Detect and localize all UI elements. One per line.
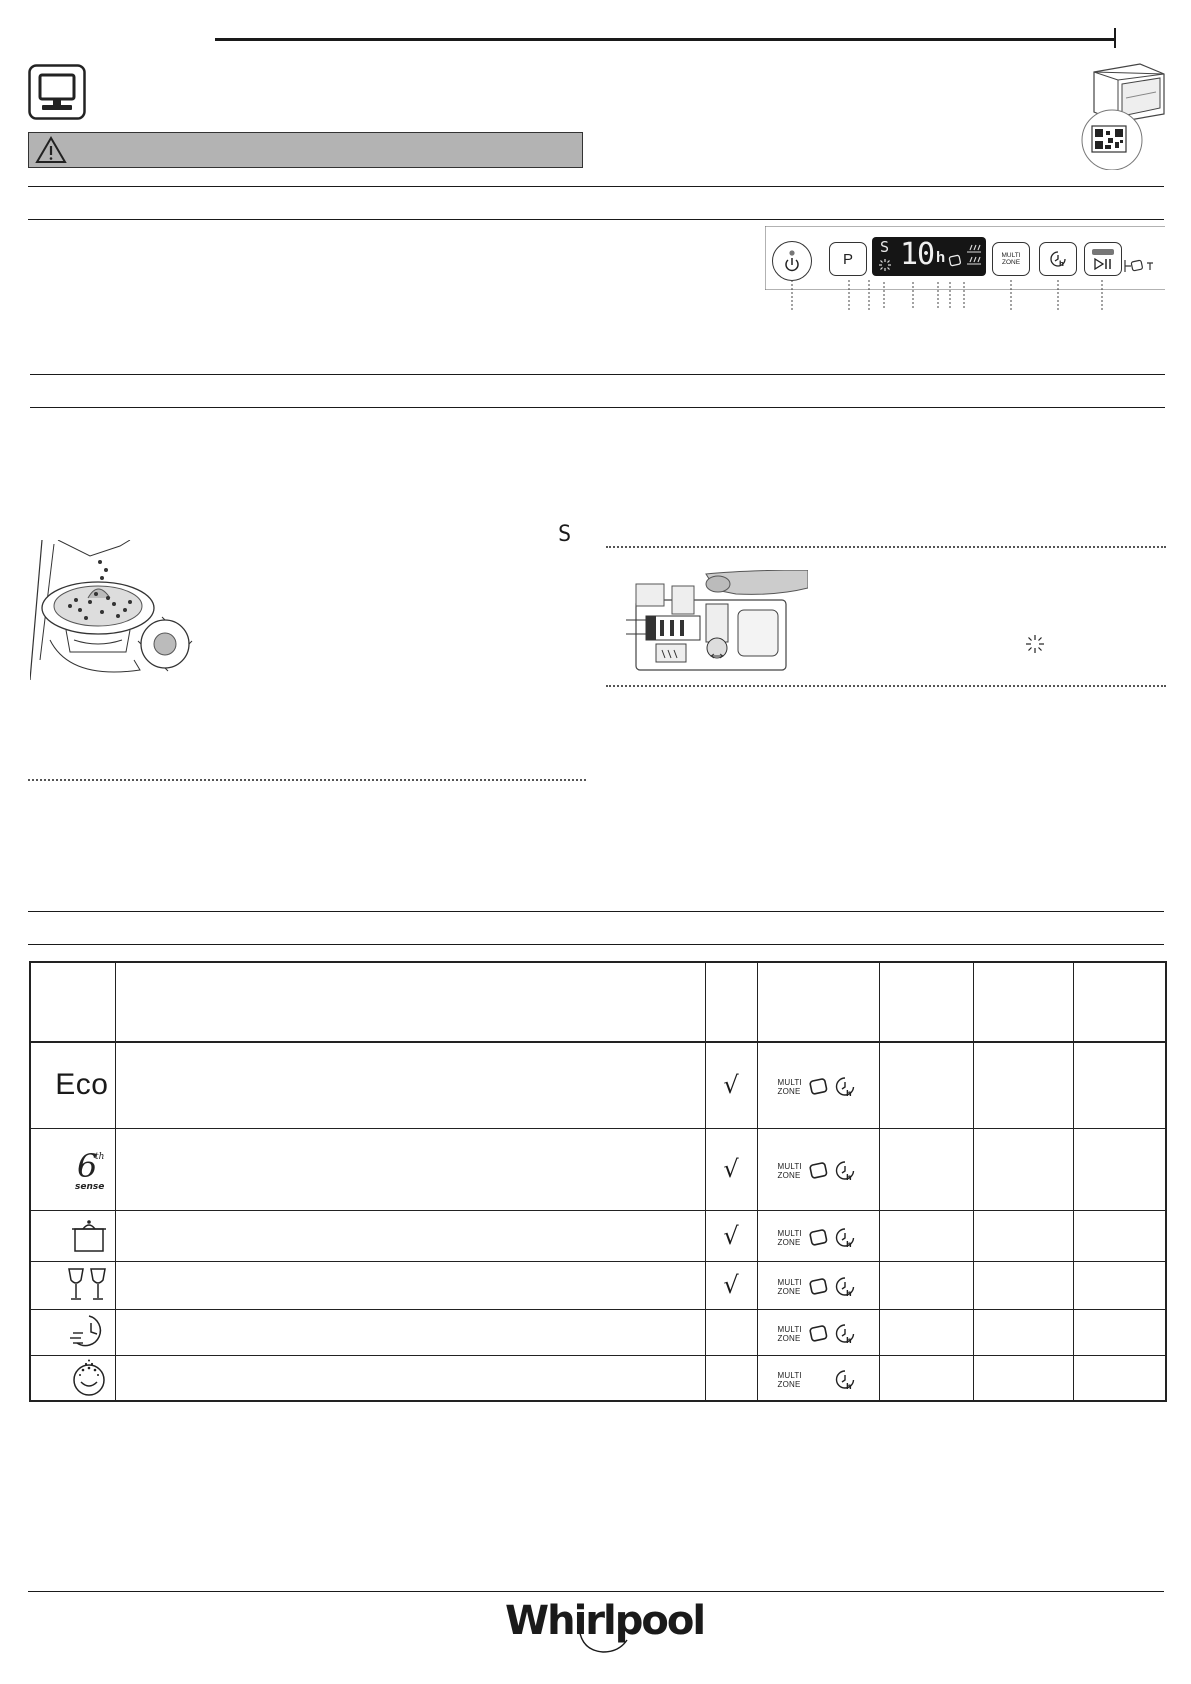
description-cell (115, 1261, 705, 1309)
svg-text:6: 6 (76, 1147, 97, 1185)
data-cell (973, 1210, 1073, 1261)
delay-start-icon (834, 1369, 856, 1391)
multizone-option-line2: ZONE (777, 1087, 801, 1097)
header-cell (705, 962, 757, 1042)
dotted-separator (606, 546, 1166, 548)
multizone-option (778, 1325, 804, 1343)
multizone-option-line1: MULTI (777, 1078, 802, 1088)
header-cell (115, 962, 705, 1042)
rapid-clock-icon (67, 1313, 109, 1351)
data-cell (973, 1261, 1073, 1309)
multizone-option-line2: ZONE (777, 1334, 801, 1343)
svg-text:h: h (845, 1239, 852, 1249)
data-cell (879, 1128, 973, 1210)
program-icon-cell (30, 1042, 115, 1128)
tablet-indicator-icon (947, 254, 963, 268)
options-cell (757, 1042, 879, 1128)
dotted-separator (606, 685, 1166, 687)
table-row (30, 1128, 1166, 1210)
dishwasher-qr-illustration (1068, 58, 1168, 170)
program-icon-cell (30, 1128, 115, 1210)
description-cell (115, 1128, 705, 1210)
header-cell (973, 962, 1073, 1042)
multizone-option-line2: ZONE (777, 1379, 801, 1389)
multizone-option-line1: MULTI (777, 1278, 802, 1287)
data-cell (879, 1355, 973, 1401)
data-cell (1073, 1309, 1166, 1355)
detergent-dispenser-illustration (626, 570, 808, 680)
program-button[interactable] (829, 242, 867, 276)
salt-funnel-illustration (30, 540, 200, 680)
power-button[interactable] (772, 241, 812, 281)
multizone-option (778, 1078, 804, 1096)
multizone-option-line1: MULTI (777, 1162, 802, 1171)
multizone-option-line1: MULTI (777, 1228, 802, 1238)
brand-wordmark: Whirlpool (505, 1598, 705, 1644)
description-cell (115, 1355, 705, 1401)
options-cell (757, 1309, 879, 1355)
multizone-option (778, 1278, 804, 1296)
data-cell (1073, 1261, 1166, 1309)
check-cell (705, 1309, 757, 1355)
panel-callout-lines (765, 280, 1105, 310)
header-cell (1073, 962, 1166, 1042)
tablet-icon (808, 1161, 830, 1181)
multizone-option-line2: ZONE (777, 1171, 801, 1180)
start-led (1092, 249, 1114, 255)
options-cell (757, 1355, 879, 1401)
warning-triangle-icon (35, 136, 67, 164)
data-cell (1073, 1128, 1166, 1210)
pot-icon (69, 1217, 109, 1255)
multizone-button[interactable] (992, 242, 1030, 276)
svg-text:h: h (845, 1381, 852, 1391)
check-cell: √ (705, 1042, 757, 1128)
multizone-label-2: ZONE (1001, 259, 1021, 266)
multizone-indicator-icon (965, 241, 983, 271)
data-cell (973, 1042, 1073, 1128)
multizone-option (778, 1229, 804, 1247)
svg-text:th: th (94, 1152, 104, 1162)
start-pause-button[interactable] (1084, 242, 1122, 276)
footer-rule (28, 1591, 1164, 1592)
section-rule (28, 186, 1164, 187)
description-cell (115, 1042, 705, 1128)
multizone-option (778, 1371, 804, 1389)
section-rule (28, 944, 1164, 945)
header-cell (757, 962, 879, 1042)
tablet-icon (808, 1228, 830, 1248)
data-cell (973, 1309, 1073, 1355)
data-cell (973, 1355, 1073, 1401)
svg-text:h: h (845, 1336, 852, 1345)
data-cell (1073, 1042, 1166, 1128)
header-cell (879, 962, 973, 1042)
data-cell (879, 1309, 973, 1355)
delay-start-button[interactable] (1039, 242, 1077, 276)
whirlpool-logo (505, 1598, 705, 1644)
options-cell (757, 1128, 879, 1210)
svg-text:h: h (845, 1173, 852, 1182)
table-row (30, 1042, 1166, 1128)
table-row (30, 1309, 1166, 1355)
section-rule (30, 374, 1165, 375)
data-cell (1073, 1355, 1166, 1401)
check-cell: √ (705, 1128, 757, 1210)
delay-start-icon (1048, 249, 1068, 269)
delay-start-icon (834, 1076, 856, 1098)
program-icon-cell (30, 1355, 115, 1401)
table-header-row (30, 962, 1166, 1042)
key-lock-icon (1124, 258, 1158, 274)
svg-text:h: h (1059, 260, 1064, 268)
description-cell (115, 1309, 705, 1355)
data-cell (879, 1210, 973, 1261)
data-cell (1073, 1210, 1166, 1261)
multizone-option-line1: MULTI (777, 1370, 802, 1380)
delay-start-icon (834, 1276, 856, 1298)
time-digits: 10 (900, 237, 935, 272)
section-rule (28, 219, 1164, 220)
wine-glasses-icon (65, 1266, 109, 1304)
section-rule (28, 911, 1164, 912)
program-icon-cell (30, 1210, 115, 1261)
monitor-icon (28, 64, 86, 120)
multizone-option-line2: ZONE (777, 1287, 801, 1296)
check-cell: √ (705, 1210, 757, 1261)
header-rule (215, 38, 1115, 41)
salt-symbol: S (558, 522, 572, 547)
svg-text:h: h (845, 1089, 852, 1099)
section-rule (30, 407, 1165, 408)
logo-swoosh (573, 1610, 633, 1656)
description-cell (115, 1210, 705, 1261)
hours-unit: h (936, 249, 946, 266)
header-cell (30, 962, 115, 1042)
salt-indicator: S (880, 238, 890, 256)
tablet-icon (808, 1277, 830, 1297)
tablet-icon (808, 1077, 830, 1097)
delay-start-icon (834, 1160, 856, 1182)
multizone-option-line2: ZONE (777, 1237, 801, 1247)
program-button-label: P (842, 250, 853, 268)
check-cell (705, 1355, 757, 1401)
multizone-option (778, 1162, 804, 1180)
eco-program-label: Eco (55, 1068, 109, 1102)
multizone-option-line1: MULTI (777, 1325, 802, 1334)
data-cell (879, 1042, 973, 1128)
power-icon (782, 249, 802, 273)
svg-text:sense: sense (74, 1182, 104, 1191)
table-row (30, 1210, 1166, 1261)
options-cell (757, 1261, 879, 1309)
play-pause-icon (1093, 258, 1113, 270)
tablet-icon (808, 1324, 830, 1344)
options-cell (757, 1210, 879, 1261)
warning-bar (28, 132, 583, 168)
program-icon-cell (30, 1261, 115, 1309)
program-icon-cell (30, 1309, 115, 1355)
programs-table (29, 961, 1167, 1402)
data-cell (973, 1128, 1073, 1210)
6th-sense-icon (69, 1147, 109, 1191)
data-cell (879, 1261, 973, 1309)
delay-start-icon (834, 1227, 856, 1249)
check-cell: √ (705, 1261, 757, 1309)
rinse-aid-icon (1025, 634, 1045, 654)
panel-display (872, 237, 986, 276)
multizone-label-1: MULTI (1001, 252, 1021, 259)
table-row (30, 1355, 1166, 1401)
dotted-separator (28, 779, 586, 781)
rinse-aid-icon (878, 258, 892, 272)
svg-text:h: h (845, 1289, 852, 1298)
table-row (30, 1261, 1166, 1309)
self-clean-icon (69, 1358, 109, 1398)
header-rule-end-tick (1114, 28, 1116, 48)
delay-start-icon (834, 1323, 856, 1345)
